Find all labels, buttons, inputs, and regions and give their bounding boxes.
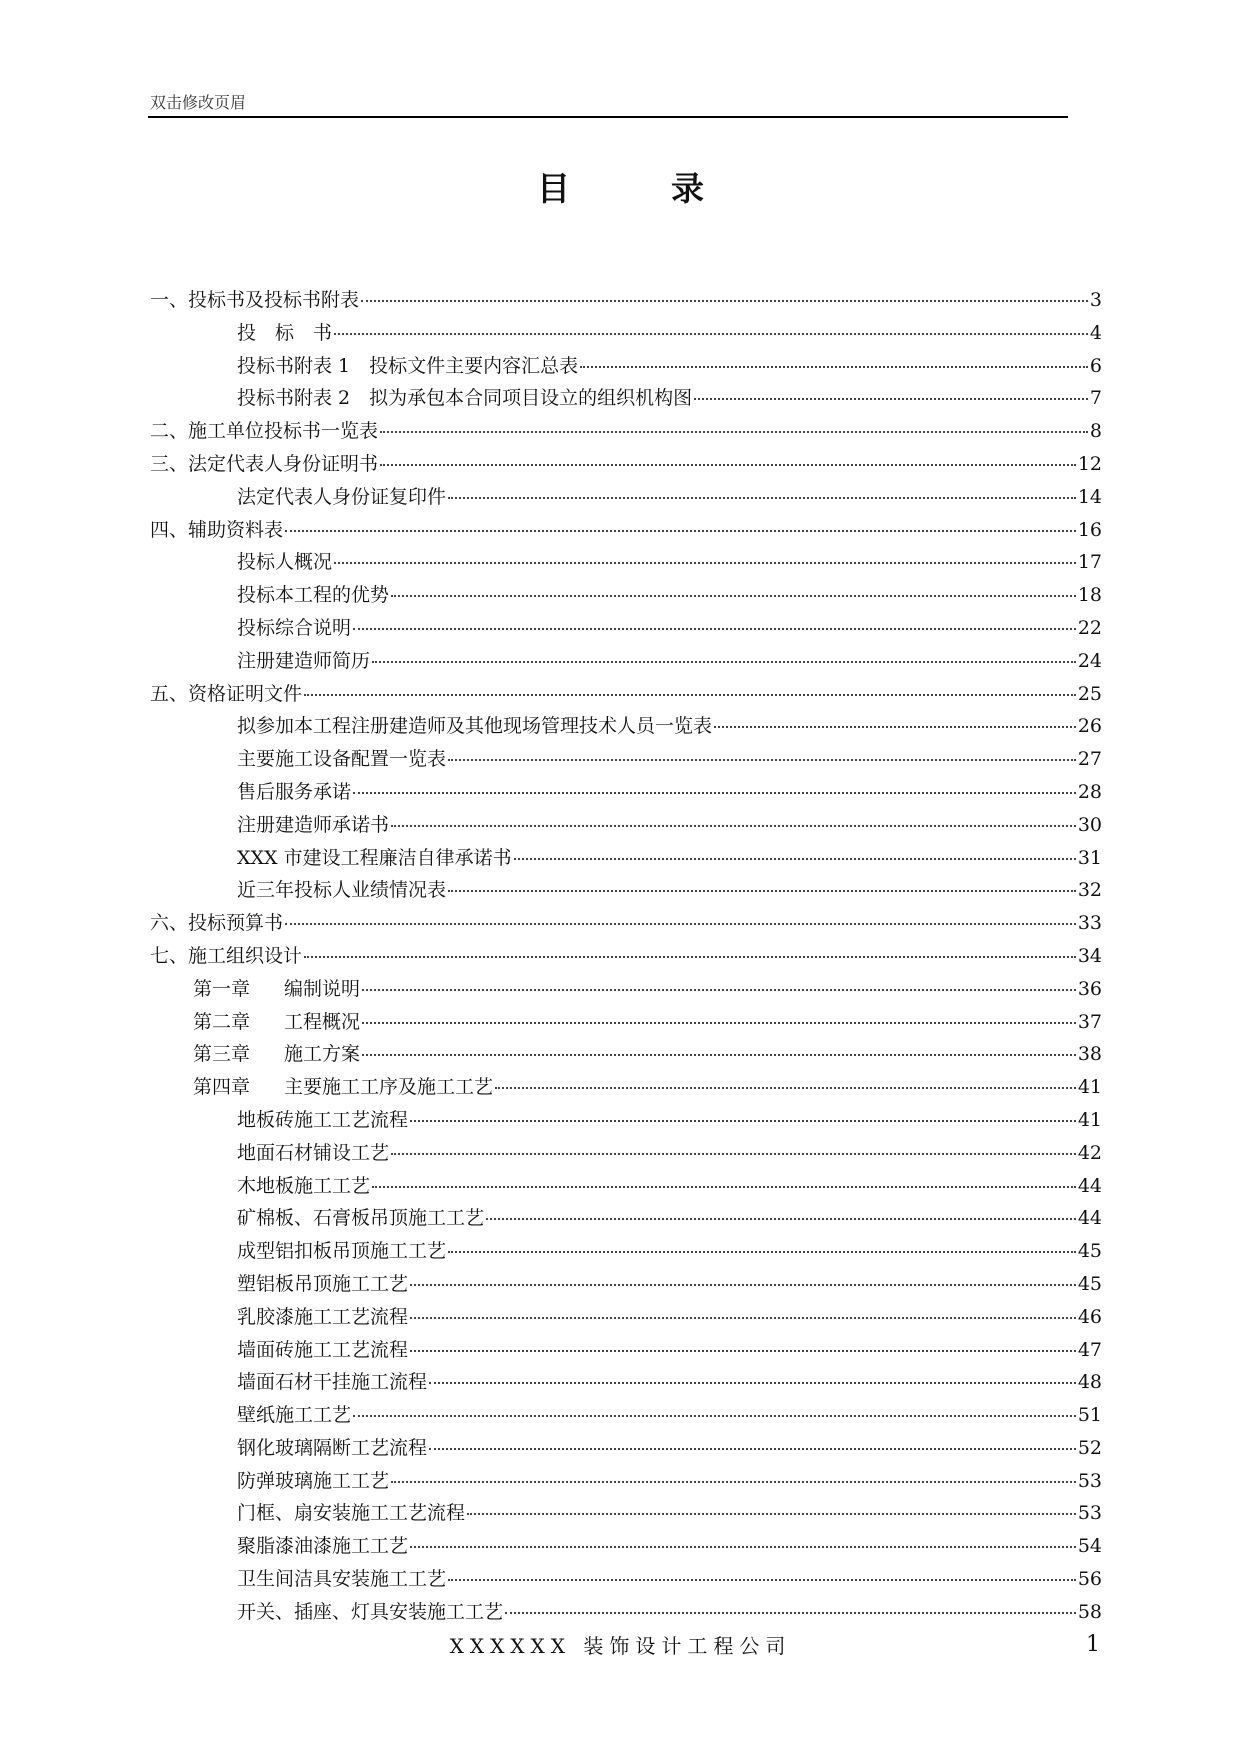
toc-entry[interactable] — [150, 415, 1102, 448]
toc-dot-leader — [353, 1414, 1076, 1417]
toc-entry-label: 七、施工组织设计 — [150, 944, 303, 967]
toc-page-number: 41 — [1077, 1076, 1102, 1099]
toc-page-number: 58 — [1077, 1600, 1102, 1623]
toc-entry-label: 二、施工单位投标书一览表 — [150, 420, 379, 443]
toc-entry-label: 开关、插座、灯具安装施工工艺 — [237, 1600, 504, 1623]
toc-chapter-title: 施工方案 — [284, 1043, 361, 1066]
toc-entry-label: 地面石材铺设工艺 — [237, 1141, 390, 1164]
toc-dot-leader — [391, 1480, 1076, 1483]
toc-page-number: 53 — [1077, 1502, 1102, 1525]
toc-entry-label: 三、法定代表人身份证明书 — [150, 452, 379, 475]
toc-entry[interactable] — [150, 1399, 1102, 1432]
toc-page-number: 4 — [1089, 321, 1102, 344]
toc-entry[interactable] — [150, 776, 1102, 809]
toc-page-number: 16 — [1077, 518, 1102, 541]
toc-entry-label: 法定代表人身份证复印件 — [237, 485, 447, 508]
toc-page-number: 44 — [1077, 1174, 1102, 1197]
toc-dot-leader — [448, 1578, 1076, 1581]
toc-entry-label: 注册建造师承诺书 — [237, 813, 390, 836]
toc-page-number: 45 — [1077, 1272, 1102, 1295]
toc-dot-leader — [580, 365, 1088, 368]
toc-entry-label: 木地板施工工艺 — [237, 1174, 371, 1197]
toc-entry-label: 塑铝板吊顶施工工艺 — [237, 1272, 409, 1295]
toc-page-number: 37 — [1077, 1010, 1102, 1033]
toc-entry-label: 防弹玻璃施工工艺 — [237, 1469, 390, 1492]
toc-dot-leader — [362, 988, 1076, 991]
toc-entry[interactable] — [150, 809, 1102, 842]
toc-dot-leader — [304, 693, 1076, 696]
toc-entry[interactable] — [150, 579, 1102, 612]
toc-entry-label: 矿棉板、石膏板吊顶施工工艺 — [237, 1207, 485, 1230]
toc-dot-leader — [448, 758, 1076, 761]
toc-entry-label — [193, 973, 360, 1006]
toc-dot-leader — [429, 1447, 1076, 1450]
toc-page-number: 14 — [1077, 485, 1102, 508]
toc-page-number: 54 — [1077, 1535, 1102, 1558]
toc-page-number: 25 — [1077, 682, 1102, 705]
toc-entry-label: 售后服务承诺 — [237, 780, 352, 803]
toc-entry-label: 一、投标书及投标书附表 — [150, 289, 360, 311]
toc-entry[interactable] — [150, 1038, 1102, 1071]
toc-chapter-title: 工程概况 — [284, 1010, 361, 1033]
toc-entry-label: 墙面砖施工工艺流程 — [237, 1338, 409, 1361]
table-of-contents — [150, 284, 1102, 1629]
toc-entry[interactable] — [150, 1596, 1102, 1629]
toc-dot-leader — [410, 1119, 1076, 1122]
toc-page-number: 33 — [1077, 912, 1102, 935]
toc-entry-label: 壁纸施工工艺 — [237, 1404, 352, 1427]
toc-page-number: 24 — [1077, 649, 1102, 672]
toc-dot-leader — [372, 660, 1076, 663]
toc-entry-label: 乳胶漆施工工艺流程 — [237, 1305, 409, 1328]
toc-entry[interactable] — [150, 940, 1102, 973]
toc-entry-label: 钢化玻璃隔断工艺流程 — [237, 1436, 428, 1459]
toc-entry[interactable] — [150, 874, 1102, 907]
toc-page-number: 34 — [1077, 944, 1102, 967]
footer-company: XXXXXX 装饰设计工程公司 — [449, 1634, 792, 1658]
toc-entry[interactable] — [150, 710, 1102, 743]
toc-dot-leader — [285, 529, 1076, 532]
toc-entry-label: 投标本工程的优势 — [237, 584, 390, 607]
toc-dot-leader — [429, 1381, 1076, 1384]
toc-chapter-title: 主要施工工序及施工工艺 — [284, 1076, 494, 1099]
toc-dot-leader — [486, 1217, 1076, 1220]
toc-dot-leader — [353, 627, 1076, 630]
toc-entry-label: 注册建造师简历 — [237, 649, 371, 672]
toc-entry[interactable] — [150, 1170, 1102, 1203]
toc-entry[interactable] — [150, 284, 1102, 317]
toc-page-number: 36 — [1077, 977, 1102, 1000]
toc-dot-leader — [285, 922, 1076, 925]
toc-entry[interactable] — [150, 481, 1102, 514]
toc-dot-leader — [353, 791, 1076, 794]
toc-page-number: 45 — [1077, 1240, 1102, 1263]
toc-entry[interactable] — [150, 1497, 1102, 1530]
toc-page-number: 44 — [1077, 1207, 1102, 1230]
toc-entry[interactable] — [150, 1137, 1102, 1170]
toc-entry[interactable] — [150, 645, 1102, 678]
toc-page-number: 7 — [1089, 387, 1102, 410]
toc-entry[interactable] — [150, 382, 1102, 415]
toc-entry[interactable] — [150, 350, 1102, 383]
toc-entry-label: 五、资格证明文件 — [150, 682, 303, 705]
toc-chapter-number: 第四章 — [193, 1076, 251, 1099]
toc-page-number: 30 — [1077, 813, 1102, 836]
toc-dot-leader — [495, 1086, 1076, 1089]
toc-entry-label: 投 标 书 — [237, 321, 333, 344]
toc-dot-leader — [362, 1021, 1076, 1024]
toc-dot-leader — [514, 857, 1076, 860]
toc-entry-label: 投标书附表 2 拟为承包本合同项目设立的组织机构图 — [237, 387, 693, 410]
toc-entry-label: 门框、扇安装施工工艺流程 — [237, 1502, 466, 1525]
toc-dot-leader — [448, 1250, 1076, 1253]
toc-entry-label: 投标综合说明 — [237, 616, 352, 639]
toc-page-number: 53 — [1077, 1469, 1102, 1492]
toc-page-number: 12 — [1077, 452, 1102, 475]
toc-page-number: 38 — [1077, 1043, 1102, 1066]
toc-dot-leader — [467, 1512, 1076, 1515]
toc-entry[interactable] — [150, 612, 1102, 645]
toc-dot-leader — [448, 496, 1076, 499]
toc-page-number: 48 — [1077, 1371, 1102, 1394]
toc-page-number: 46 — [1077, 1305, 1102, 1328]
toc-entry[interactable] — [150, 317, 1102, 350]
toc-page-number: 18 — [1077, 584, 1102, 607]
toc-dot-leader — [410, 1283, 1076, 1286]
toc-dot-leader — [334, 332, 1088, 335]
page-header — [148, 88, 1068, 118]
toc-page-number: 3 — [1089, 289, 1102, 311]
toc-entry[interactable] — [150, 1071, 1102, 1104]
toc-page-number: 6 — [1089, 354, 1102, 377]
toc-entry[interactable] — [150, 1432, 1102, 1465]
toc-dot-leader — [714, 725, 1076, 728]
toc-entry-label: 四、辅助资料表 — [150, 518, 284, 541]
header-text[interactable]: 双击修改页眉 — [150, 93, 247, 112]
toc-dot-leader — [362, 1053, 1076, 1056]
toc-chapter-title: 编制说明 — [284, 977, 361, 1000]
toc-entry-label: 聚脂漆油漆施工工艺 — [237, 1535, 409, 1558]
toc-dot-leader — [380, 430, 1088, 433]
toc-entry-label: 投标书附表 1 投标文件主要内容汇总表 — [237, 354, 579, 377]
toc-dot-leader — [505, 1611, 1076, 1614]
toc-dot-leader — [372, 1185, 1076, 1188]
footer-page-number: 1 — [1086, 1632, 1100, 1657]
page-title: 目 录 — [537, 169, 738, 208]
toc-dot-leader — [391, 1152, 1076, 1155]
toc-entry[interactable] — [150, 1563, 1102, 1596]
toc-entry[interactable] — [150, 1465, 1102, 1498]
toc-dot-leader — [448, 889, 1076, 892]
toc-entry[interactable] — [150, 973, 1102, 1006]
toc-entry[interactable] — [150, 1202, 1102, 1235]
toc-chapter-number: 第二章 — [193, 1010, 251, 1033]
toc-entry[interactable] — [150, 678, 1102, 711]
toc-chapter-number: 第一章 — [193, 977, 251, 1000]
toc-entry[interactable] — [150, 743, 1102, 776]
toc-entry[interactable] — [150, 514, 1102, 547]
toc-dot-leader — [391, 824, 1076, 827]
toc-chapter-number: 第三章 — [193, 1043, 251, 1066]
toc-entry[interactable] — [150, 1334, 1102, 1367]
toc-page-number: 42 — [1077, 1141, 1102, 1164]
toc-dot-leader — [304, 955, 1076, 958]
toc-dot-leader — [334, 561, 1076, 564]
toc-dot-leader — [391, 594, 1076, 597]
toc-entry-label: 地板砖施工工艺流程 — [237, 1108, 409, 1131]
toc-page-number: 32 — [1077, 879, 1102, 902]
toc-entry-label: 投标人概况 — [237, 551, 333, 574]
toc-dot-leader — [361, 299, 1088, 302]
toc-page-number: 41 — [1077, 1108, 1102, 1131]
toc-entry[interactable] — [150, 546, 1102, 579]
toc-page-number: 27 — [1077, 748, 1102, 771]
toc-entry[interactable] — [150, 907, 1102, 940]
toc-page-number: 52 — [1077, 1436, 1102, 1459]
toc-page-number: 26 — [1077, 715, 1102, 738]
toc-entry-label: 拟参加本工程注册建造师及其他现场管理技术人员一览表 — [237, 715, 713, 738]
toc-entry-label: XXX 市建设工程廉洁自律承诺书 — [237, 846, 512, 869]
toc-entry[interactable] — [150, 1104, 1102, 1137]
toc-entry[interactable] — [150, 1301, 1102, 1334]
toc-dot-leader — [410, 1545, 1076, 1548]
toc-page-number: 51 — [1077, 1404, 1102, 1427]
toc-entry-label: 近三年投标人业绩情况表 — [237, 879, 447, 902]
toc-entry[interactable] — [150, 1268, 1102, 1301]
toc-entry-label — [193, 1071, 493, 1104]
toc-dot-leader — [380, 463, 1076, 466]
toc-entry[interactable] — [150, 1366, 1102, 1399]
toc-entry-label: 卫生间洁具安装施工工艺 — [237, 1568, 447, 1591]
toc-entry[interactable] — [150, 1530, 1102, 1563]
toc-entry-label: 主要施工设备配置一览表 — [237, 748, 447, 771]
toc-page-number: 17 — [1077, 551, 1102, 574]
toc-page-number: 47 — [1077, 1338, 1102, 1361]
toc-entry[interactable] — [150, 842, 1102, 875]
toc-page-number: 22 — [1077, 616, 1102, 639]
toc-entry-label — [193, 1038, 360, 1071]
toc-dot-leader — [410, 1349, 1076, 1352]
toc-entry[interactable] — [150, 1006, 1102, 1039]
toc-entry[interactable] — [150, 448, 1102, 481]
toc-page-number: 8 — [1089, 420, 1102, 443]
toc-page-number: 31 — [1077, 846, 1102, 869]
toc-dot-leader — [694, 397, 1088, 400]
toc-entry-label — [193, 1006, 360, 1039]
toc-entry-label: 六、投标预算书 — [150, 912, 284, 935]
toc-dot-leader — [410, 1316, 1076, 1319]
toc-page-number: 28 — [1077, 780, 1102, 803]
toc-entry[interactable] — [150, 1235, 1102, 1268]
toc-page-number: 56 — [1077, 1568, 1102, 1591]
toc-entry-label: 墙面石材干挂施工流程 — [237, 1371, 428, 1394]
toc-entry-label: 成型铝扣板吊顶施工工艺 — [237, 1240, 447, 1263]
